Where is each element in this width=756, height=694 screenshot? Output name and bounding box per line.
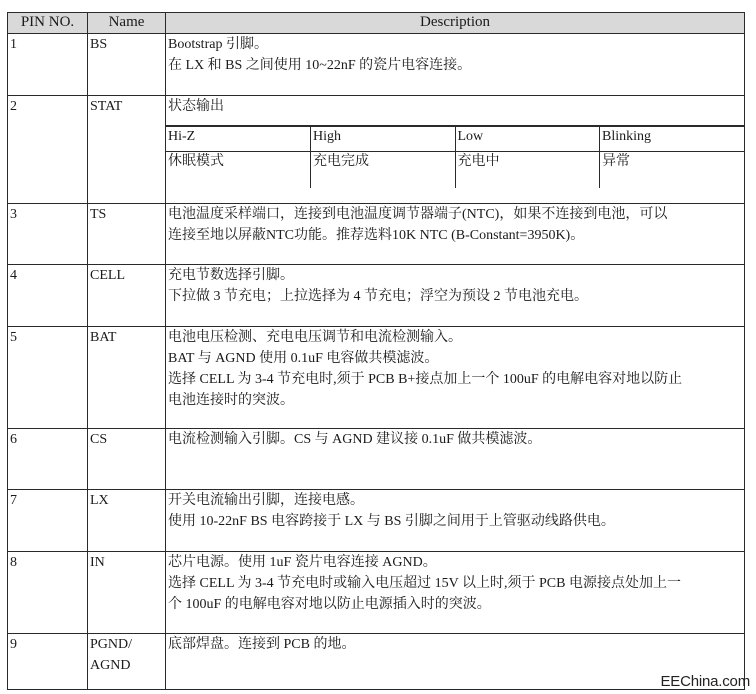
description-line: 电池温度采样端口，连接到电池温度调节器端子(NTC)，如果不连接到电池，可以 (168, 207, 668, 222)
pin-name-line: AGND (90, 658, 131, 673)
table-row (8, 265, 745, 327)
description-line: 底部焊盘。连接到 PCB 的地。 (168, 637, 356, 652)
pin-number: 3 (8, 204, 88, 265)
pin-number: 2 (8, 96, 88, 204)
stat-state-header: Low (455, 126, 600, 152)
stat-state-header: Hi-Z (166, 126, 311, 152)
description-line: 芯片电源。使用 1uF 瓷片电容连接 AGND。 (168, 555, 437, 570)
header-name: Name (88, 13, 166, 34)
stat-state-value: 异常 (600, 152, 745, 189)
description-line: 电流检测输入引脚。CS 与 AGND 建议接 0.1uF 做共模滤波。 (168, 432, 542, 447)
table-row (8, 327, 745, 429)
pin-description (166, 34, 745, 96)
stat-state-value: 休眠模式 (166, 152, 311, 189)
header-description: Description (166, 13, 745, 34)
pin-name: IN (88, 552, 166, 634)
pin-description (166, 634, 745, 690)
description-line: 下拉做 3 节充电；上拉选择为 4 节充电；浮空为预设 2 节电池充电。 (168, 289, 588, 304)
description-line: 电池电压检测、充电电压调节和电流检测输入。 (168, 330, 462, 345)
description-line: Bootstrap 引脚。 (168, 37, 268, 52)
pin-number: 7 (8, 490, 88, 552)
stat-state-value: 充电完成 (311, 152, 456, 189)
stat-state-header: High (311, 126, 456, 152)
pin-name: BAT (88, 327, 166, 429)
description-line: 状态输出 (168, 99, 224, 114)
stat-state-header: Blinking (600, 126, 745, 152)
table-row (8, 96, 745, 204)
pin-number: 8 (8, 552, 88, 634)
description-line: 充电节数选择引脚。 (168, 268, 294, 283)
pin-name: BS (88, 34, 166, 96)
table-row (8, 634, 745, 690)
description-line: 个 100uF 的电解电容对地以防止电源插入时的突波。 (168, 597, 491, 612)
pin-number: 1 (8, 34, 88, 96)
pin-name-line: PGND/ (90, 637, 133, 652)
pin-description (166, 429, 745, 490)
table-row (8, 552, 745, 634)
description-line: 开关电流输出引脚，连接电感。 (168, 493, 364, 508)
description-line: 在 LX 和 BS 之间使用 10~22nF 的瓷片电容连接。 (168, 58, 472, 73)
description-line: BAT 与 AGND 使用 0.1uF 电容做共模滤波。 (168, 351, 439, 366)
table-row (8, 204, 745, 265)
pin-name: STAT (88, 96, 166, 204)
description-line: 连接至地以屏蔽NTC功能。推荐选料10K NTC (B-Constant=3950K)。 (168, 228, 585, 243)
stat-states-table (166, 125, 744, 188)
description-line: 选择 CELL 为 3-4 节充电时,须于 PCB B+接点加上一个 100uF 的电解电容对地以防止 (168, 372, 683, 387)
stat-value-row (166, 152, 744, 189)
watermark: EEChina.com (660, 673, 750, 690)
description-line: 选择 CELL 为 3-4 节充电时或输入电压超过 15V 以上时,须于 PCB 电源接点处加上一 (168, 576, 681, 591)
stat-state-value: 充电中 (455, 152, 600, 189)
pin-name: LX (88, 490, 166, 552)
header-row (8, 13, 745, 34)
header-pin-no: PIN NO. (8, 13, 88, 34)
description-line: 电池连接时的突波。 (168, 393, 294, 408)
pin-description (166, 552, 745, 634)
pin-description-table (7, 12, 745, 690)
pin-name: TS (88, 204, 166, 265)
pin-description (166, 96, 745, 204)
table-row (8, 429, 745, 490)
pin-description (166, 327, 745, 429)
pin-number: 9 (8, 634, 88, 690)
table-row (8, 34, 745, 96)
pin-number: 6 (8, 429, 88, 490)
description-line: 使用 10-22nF BS 电容跨接于 LX 与 BS 引脚之间用于上管驱动线路供电。 (168, 514, 615, 529)
table-row (8, 490, 745, 552)
pin-name: CS (88, 429, 166, 490)
pin-name (88, 634, 166, 690)
pin-description (166, 204, 745, 265)
pin-description (166, 265, 745, 327)
stat-header-row (166, 126, 744, 152)
pin-number: 5 (8, 327, 88, 429)
pin-description (166, 490, 745, 552)
pin-name: CELL (88, 265, 166, 327)
pin-number: 4 (8, 265, 88, 327)
